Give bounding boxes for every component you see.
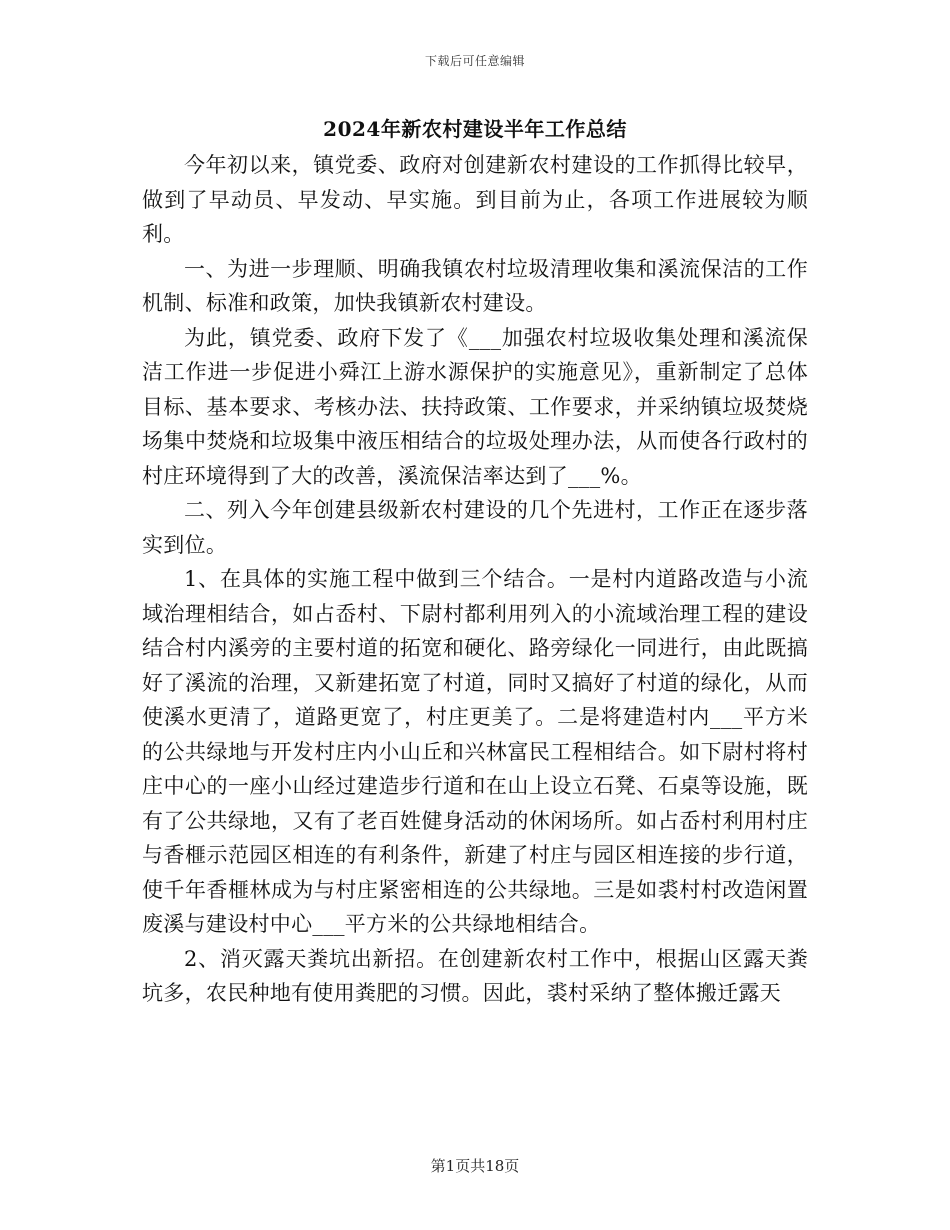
paragraph-intro: 今年初以来，镇党委、政府对创建新农村建设的工作抓得比较早，做到了早动员、早发动、早实施。到目前为止，各项工作进展较为顺利。: [142, 153, 808, 246]
page-header-note: 下载后可任意编辑: [424, 54, 525, 68]
document-body: [142, 148, 808, 1011]
paragraph-item-1: 1、在具体的实施工程中做到三个结合。一是村内道路改造与小流域治理相结合，如占岙村、下尉村都利用列入的小流域治理工程的建设结合村内溪旁的主要村道的拓宽和硬化、路旁绿化一同进行，由此既搞好了溪流的治理，又新建拓宽了村道，同时又搞好了村道的绿化，从而使溪水更清了，道路更宽了，村庄更美了。二是将建造村内___平方米的公共绿地与开发村庄内小山丘和兴林富民工程相结合。如下尉村将村庄中心的一座小山经过建造步行道和在山上设立石凳、石桌等设施，既有了公共绿地，又有了老百姓健身活动的休闲场所。如占岙村利用村庄与香榧示范园区相连的有利条件，新建了村庄与园区相连接的步行道，使千年香榧林成为与村庄紧密相连的公共绿地。三是如裘村村改造闲置废溪与建设村中心___平方米的公共绿地相结合。: [142, 567, 808, 936]
document-title: 2024年新农村建设半年工作总结: [323, 117, 627, 141]
paragraph-section-2: 二、列入今年创建县级新农村建设的几个先进村，工作正在逐步落实到位。: [142, 498, 808, 557]
paragraph-section-1: 一、为进一步理顺、明确我镇农村垃圾清理收集和溪流保洁的工作机制、标准和政策，加快我镇新农村建设。: [142, 256, 808, 315]
paragraph-section-1-detail: 为此，镇党委、政府下发了《___加强农村垃圾收集处理和溪流保洁工作进一步促进小舜江上游水源保护的实施意见》，重新制定了总体目标、基本要求、考核办法、扶持政策、工作要求，并采纳镇垃圾焚烧场集中焚烧和垃圾集中液压相结合的垃圾处理办法，从而使各行政村的村庄环境得到了大的改善，溪流保洁率达到了___%。: [142, 325, 808, 488]
page-number-footer: 第1页共18页: [430, 1157, 520, 1175]
paragraph-item-2: 2、消灭露天粪坑出新招。在创建新农村工作中，根据山区露天粪坑多，农民种地有使用粪肥的习惯。因此，裘村采纳了整体搬迁露天: [142, 946, 808, 1005]
